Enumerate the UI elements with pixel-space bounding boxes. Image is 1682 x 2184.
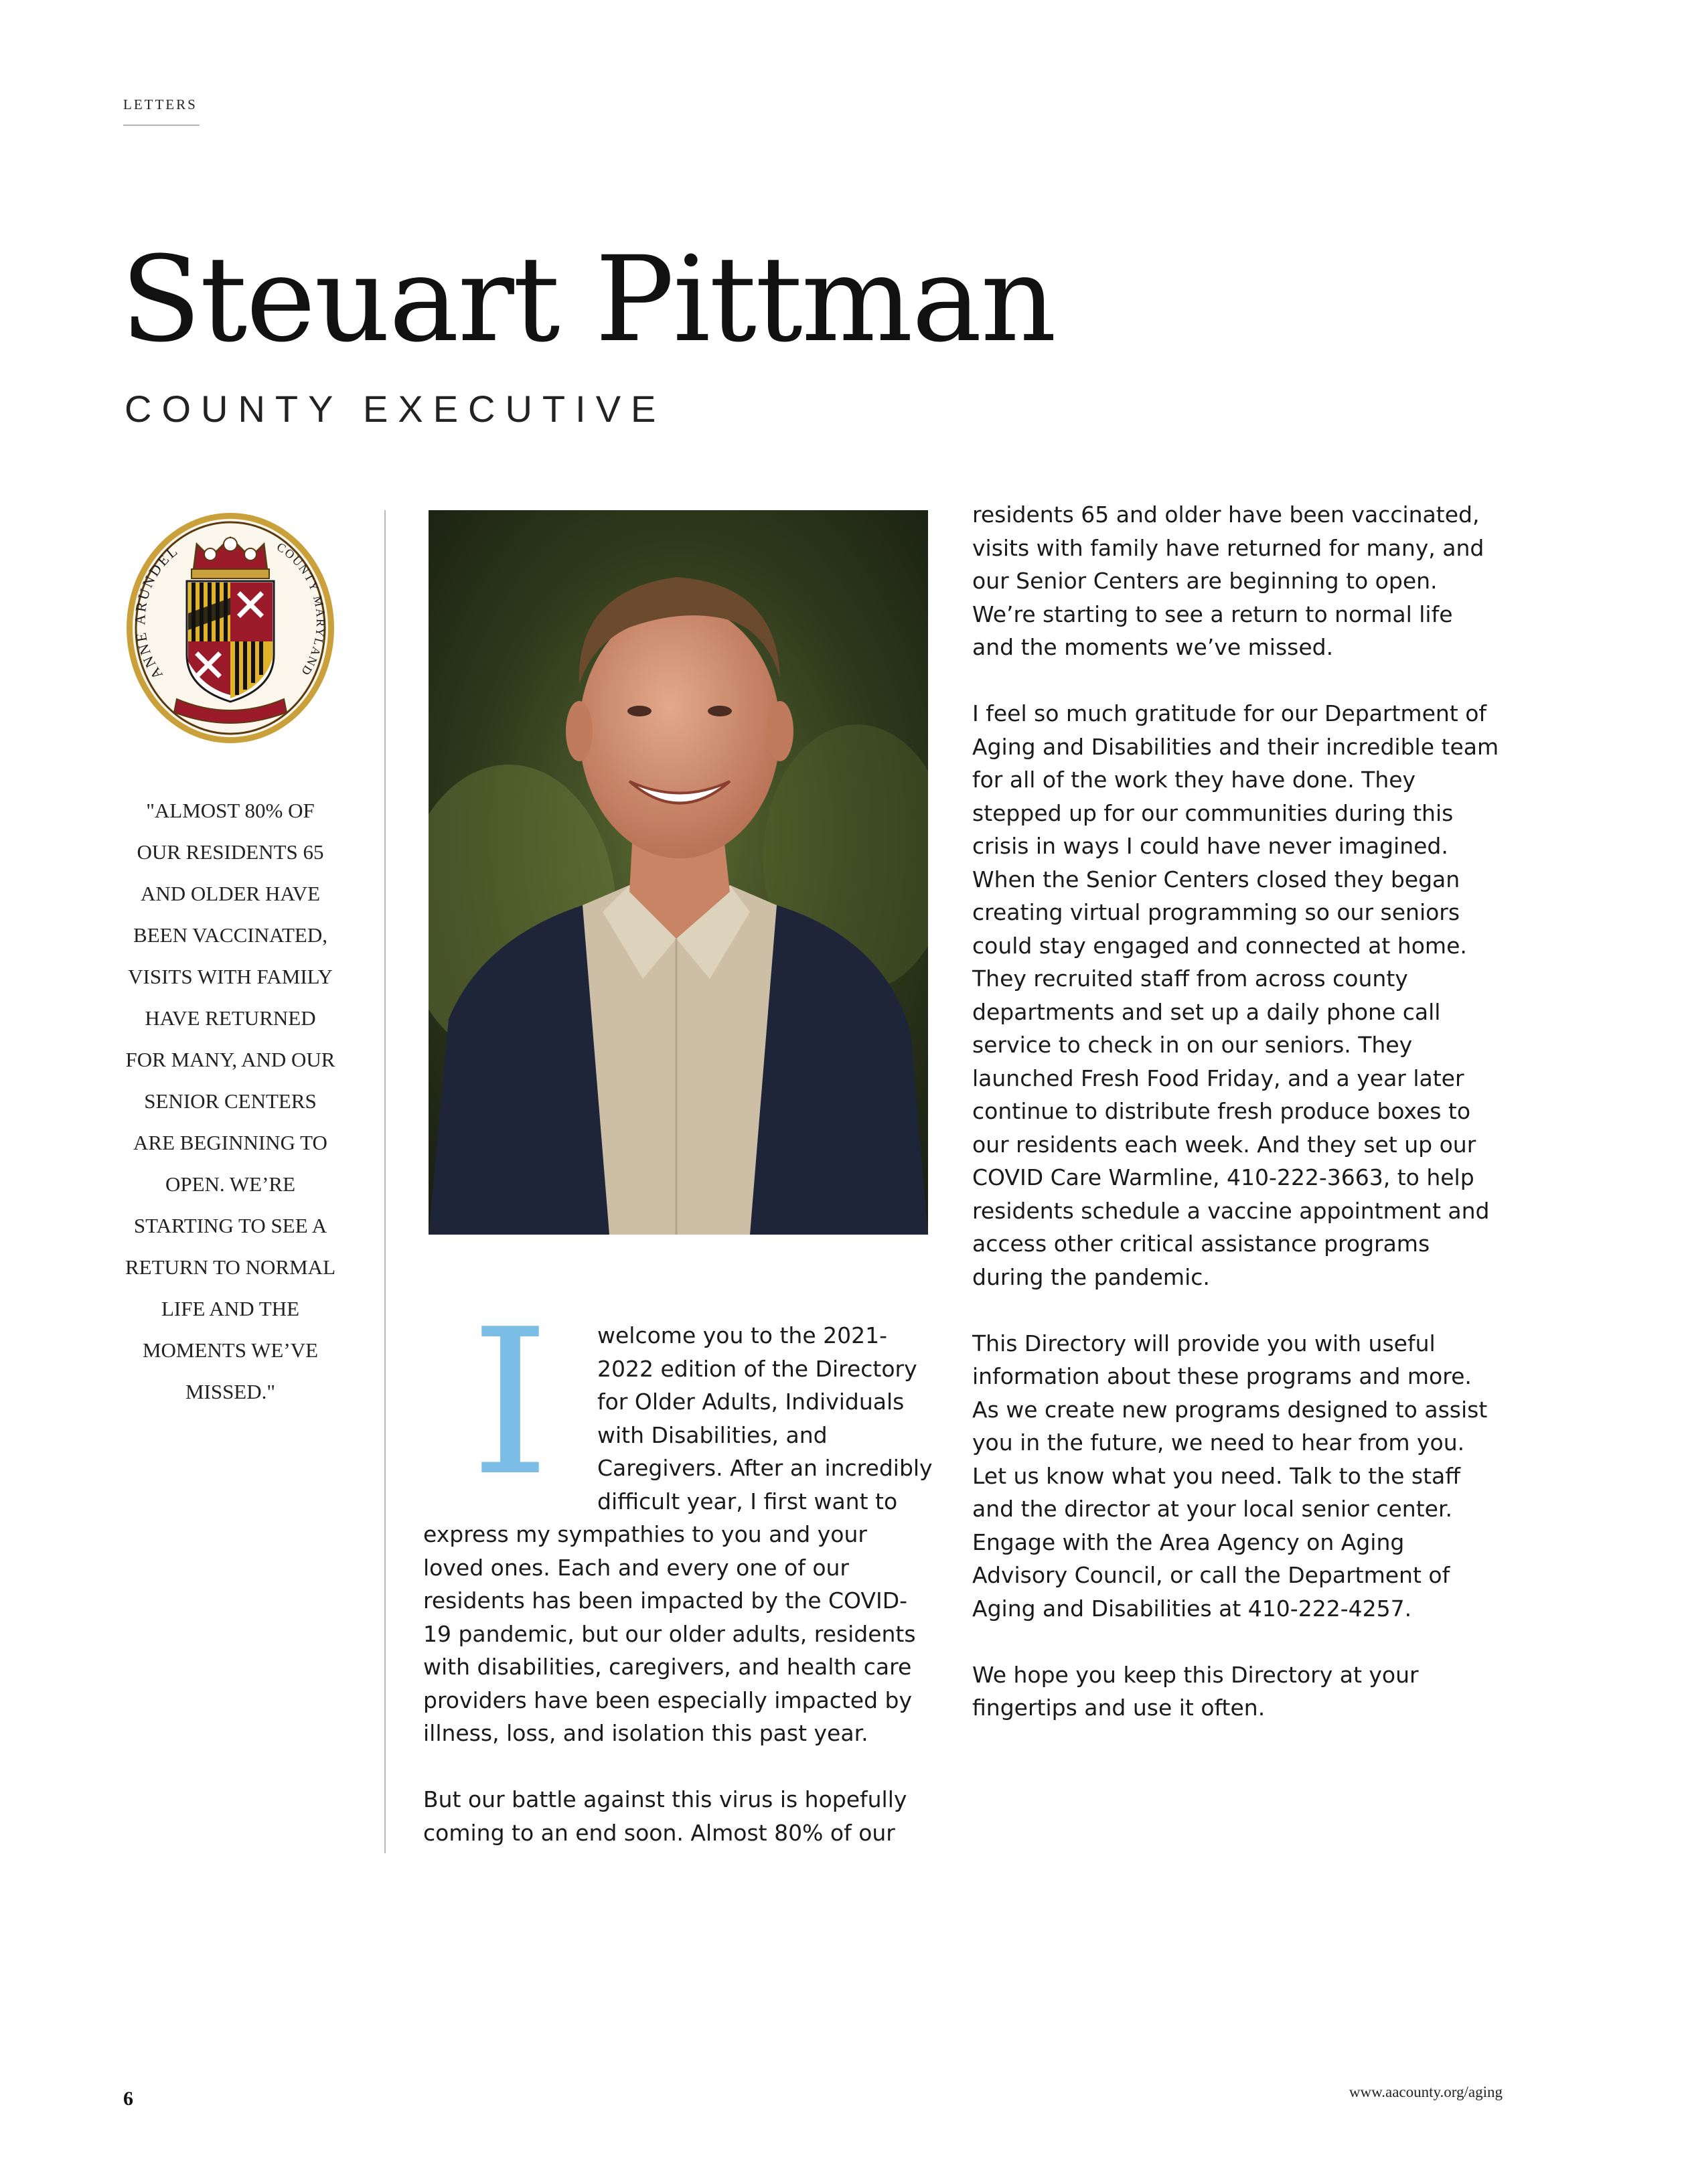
letter-paragraph-1-text: welcome you to the 2021-2022 edition of the Directory for Older Adults, Individuals with Disabilities, and Caregivers. After an incredibly difficult year, I first want to express my sympathies to you and your loved ones. Each and every one of our residents has been impacted by the COVID-19 pandemic, but our older adults, residents with disabilities, caregivers, and health care providers have been especially impacted by illness, loss, and isolation this past year. <box>423 1322 933 1746</box>
pull-quote: "ALMOST 80% OF OUR RESIDENTS 65 AND OLDER HAVE BEEN VACCINATED, VISITS WITH FAMILY HAVE RETURNED FOR MANY, AND OUR SENIOR CENTERS ARE BEGINNING TO OPEN. WE’RE STARTING TO SEE A RETURN TO NORMAL LIFE AND THE MOMENTS WE’VE MISSED." <box>125 799 336 1403</box>
seal-text-left: ANNE ARUNDEL <box>131 541 182 683</box>
footer-url[interactable]: www.aacounty.org/aging <box>1349 2084 1503 2100</box>
page-number: 6 <box>123 2088 133 2110</box>
county-seal-icon <box>123 508 337 749</box>
letter-paragraph-5: We hope you keep this Directory at your fingertips and use it often. <box>972 1661 1419 1721</box>
drop-cap: I <box>470 1286 550 1520</box>
portrait-photo <box>429 510 928 1235</box>
letter-paragraph-3: I feel so much gratitude for our Department of Aging and Disabilities and their incredible team for all of the work they have done. They stepped up for our communities during this crisis in ways I could have never imagined. When the Senior Centers closed they began creating virtual programming so our seniors could stay engaged and connected at home. They recruited staff from across county departments and set up a daily phone call service to check in on our seniors. They launched Fresh Food Friday, and a year later continue to distribute fresh produce boxes to our residents each week. And they set up our COVID Care Warmline, 410-222-3663, to help residents schedule a vaccine appointment and access other critical assistance programs during the pandemic. <box>972 700 1499 1290</box>
section-label: LETTERS <box>123 96 198 112</box>
column-divider <box>384 510 386 1853</box>
seal-text-right: COUNTY MARYLAND <box>274 540 328 679</box>
page-subtitle: COUNTY EXECUTIVE <box>125 388 666 430</box>
letter-column-1 <box>423 1286 933 1883</box>
letter-column-2 <box>972 498 1500 1758</box>
letter-paragraph-2-continued: residents 65 and older have been vaccinated, visits with family have returned for many, and our Senior Centers are beginning to open. We’re starting to see a return to normal life and the moments we’ve missed. <box>972 501 1484 660</box>
letter-paragraph-4: This Directory will provide you with useful information about these programs and more. As we create new programs designed to assist you in the future, we need to hear from you. Let us know what you need. Talk to the staff and the director at your local senior center. Engage with the Area Agency on Aging Advisory Council, or call the Department of Aging and Disabilities at 410-222-4257. <box>972 1330 1488 1622</box>
letter-paragraph-1 <box>423 1286 933 1750</box>
letter-paragraph-2: But our battle against this virus is hopefully coming to an end soon. Almost 80% of our <box>423 1786 907 1846</box>
page-title: Steuart Pittman <box>121 231 1055 368</box>
section-label-underline <box>123 125 200 126</box>
